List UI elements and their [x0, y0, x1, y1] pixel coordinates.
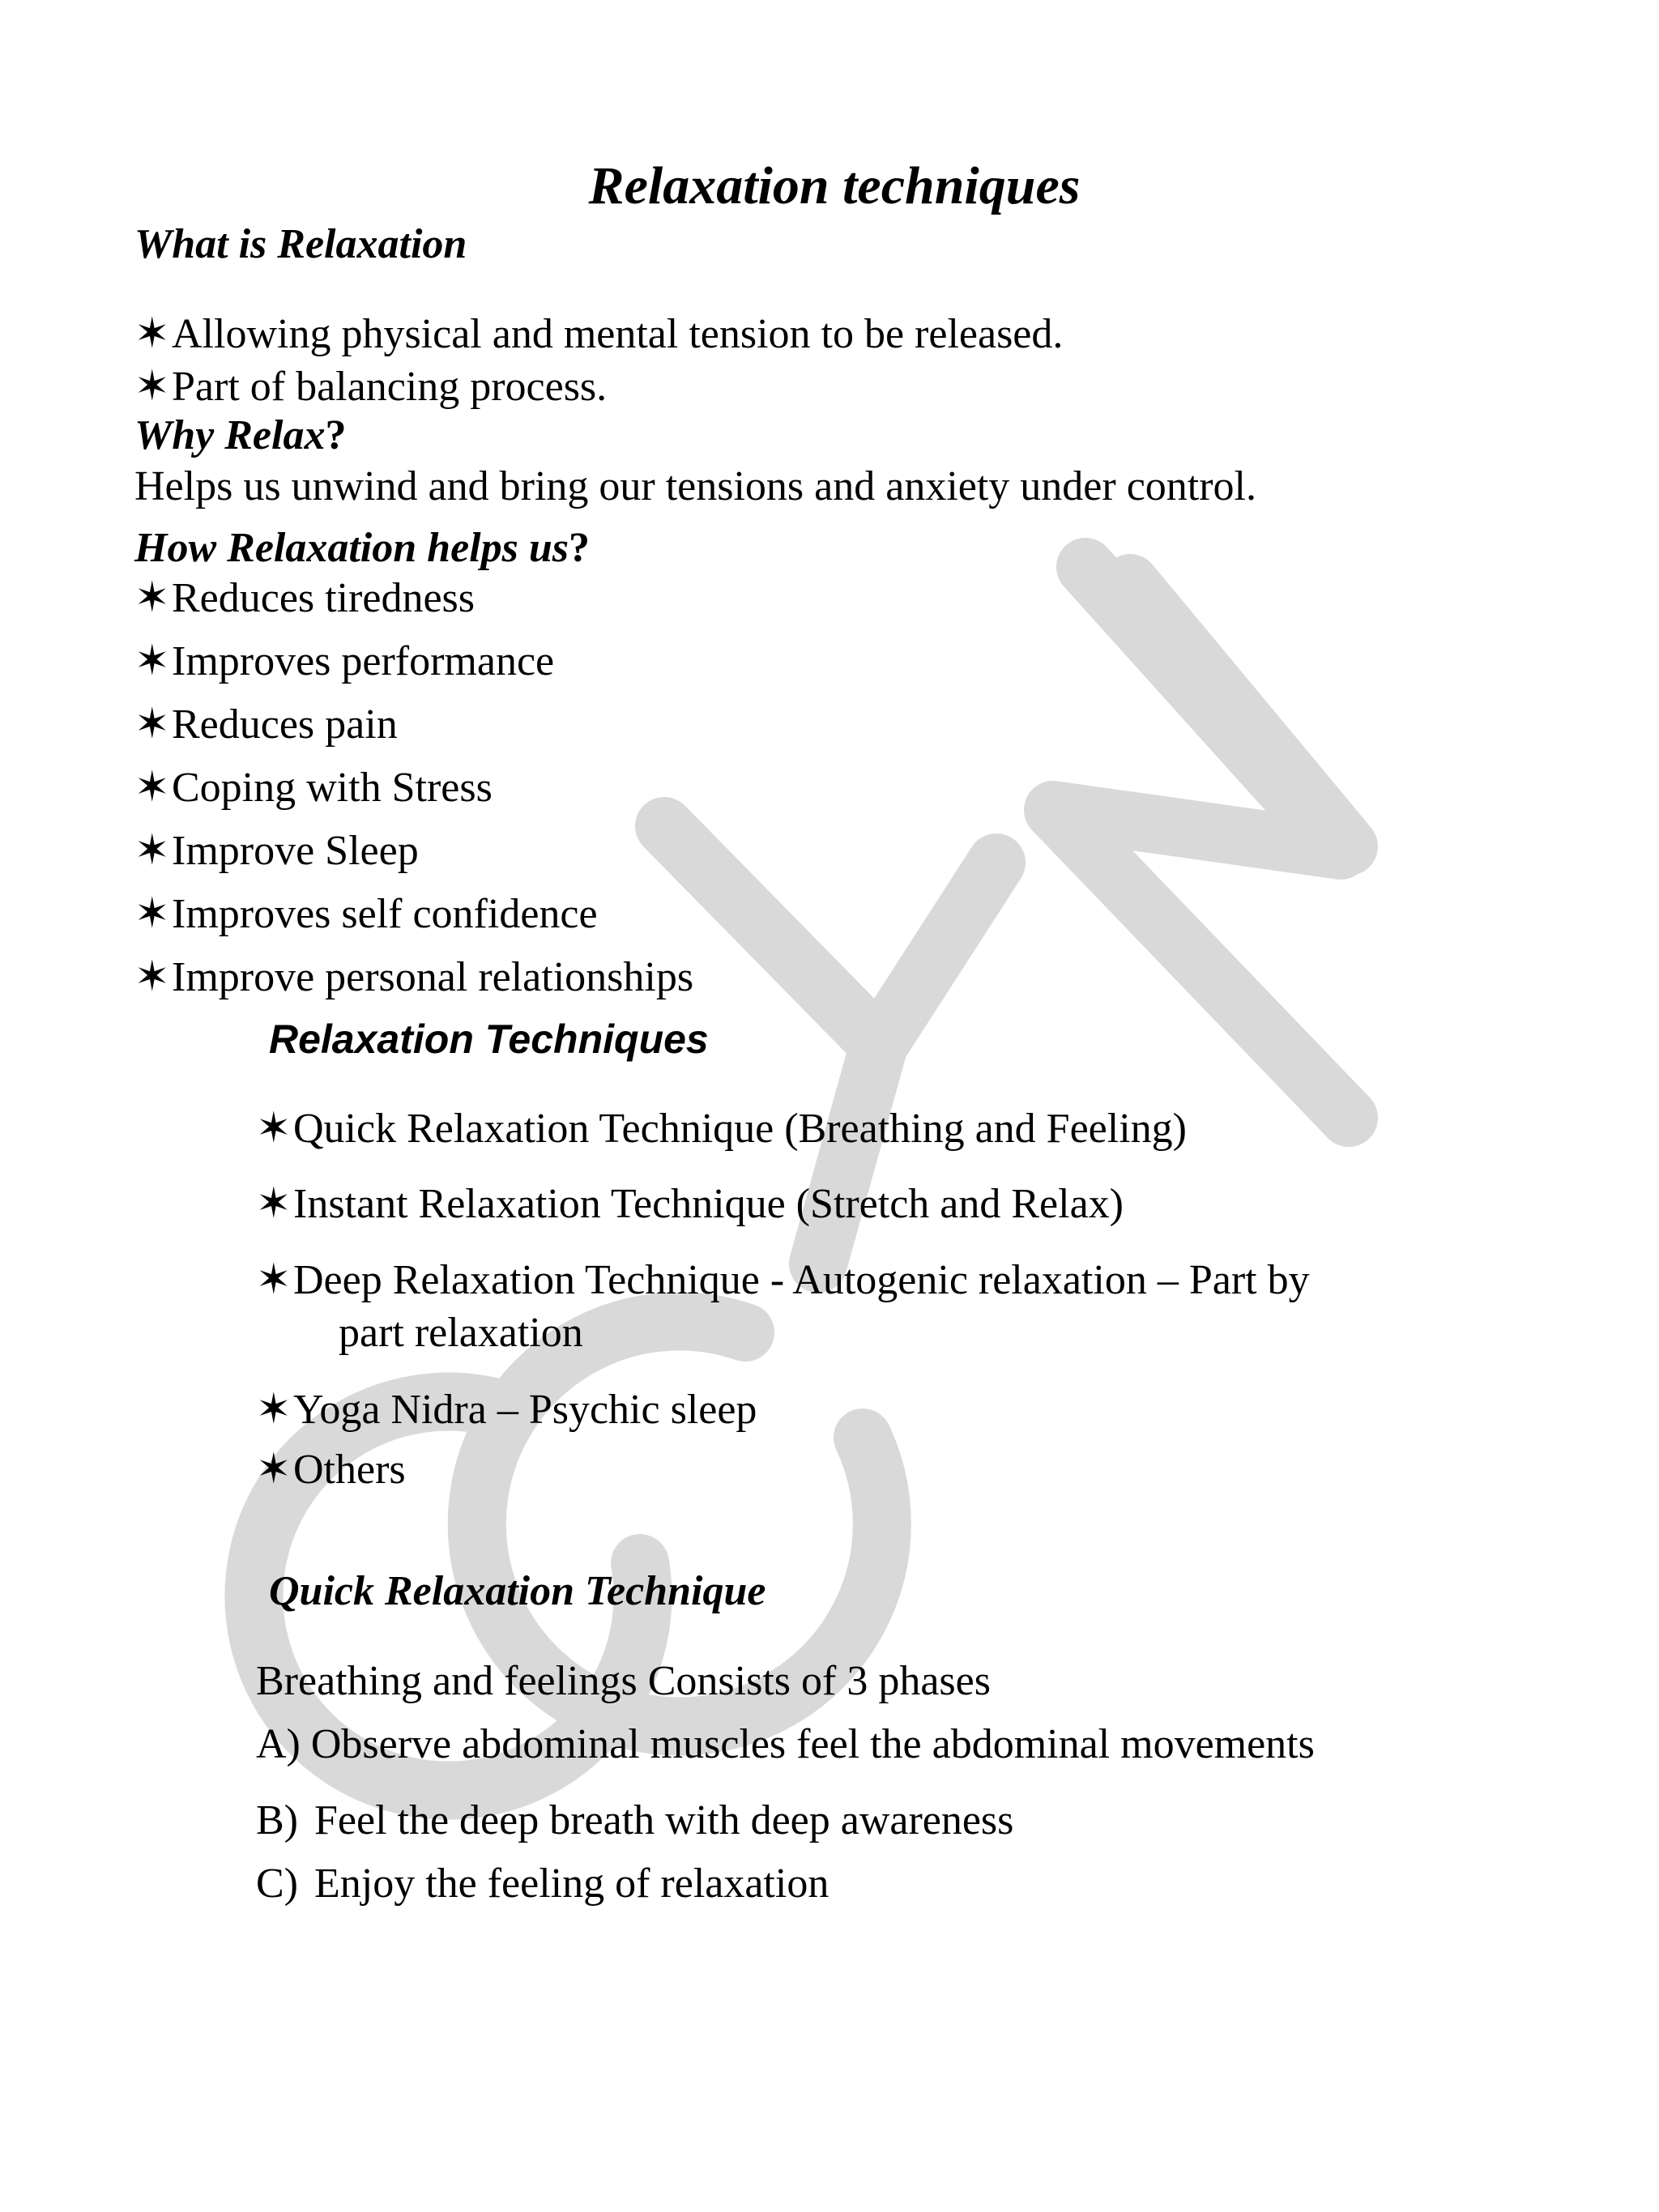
- how-relaxation-helps-heading: How Relaxation helps us?: [134, 525, 590, 571]
- why-relax-heading: Why Relax?: [134, 412, 347, 458]
- star-bullet-icon: ✶: [256, 1257, 292, 1303]
- star-bullet-icon: ✶: [134, 575, 170, 621]
- list-item: ✶Allowing physical and mental tension to be released.: [134, 309, 1063, 360]
- list-item: ✶Quick Relaxation Technique (Breathing and Feeling): [256, 1104, 1187, 1154]
- relaxation-techniques-heading: Relaxation Techniques: [269, 1016, 709, 1062]
- document-title: Relaxation techniques: [588, 156, 1081, 215]
- star-bullet-icon: ✶: [134, 828, 170, 874]
- list-item: ✶Reduces pain: [134, 700, 398, 750]
- list-item: ✶Deep Relaxation Technique - Autogenic relaxation – Part by: [256, 1255, 1310, 1306]
- list-item: ✶Yoga Nidra – Psychic sleep: [256, 1385, 757, 1435]
- star-bullet-icon: ✶: [256, 1181, 292, 1227]
- star-bullet-icon: ✶: [134, 954, 170, 1000]
- list-item: ✶Coping with Stress: [134, 763, 493, 813]
- list-item: ✶Improves self confidence: [134, 889, 598, 940]
- list-item: ✶Others: [256, 1445, 406, 1495]
- star-bullet-icon: ✶: [134, 765, 170, 811]
- list-item: ✶Reduces tiredness: [134, 573, 475, 624]
- star-bullet-icon: ✶: [134, 311, 170, 357]
- list-item-continuation: part relaxation: [339, 1310, 583, 1356]
- phase-item: B) Feel the deep breath with deep awareness: [256, 1797, 1014, 1843]
- quick-relaxation-heading: Quick Relaxation Technique: [269, 1568, 766, 1614]
- star-bullet-icon: ✶: [134, 701, 170, 748]
- quick-relaxation-intro: Breathing and feelings Consists of 3 phases: [256, 1658, 991, 1704]
- phase-item: C) Enjoy the feeling of relaxation: [256, 1860, 830, 1907]
- star-bullet-icon: ✶: [256, 1106, 292, 1152]
- list-item: ✶Part of balancing process.: [134, 362, 607, 412]
- star-bullet-icon: ✶: [256, 1387, 292, 1433]
- star-bullet-icon: ✶: [134, 638, 170, 684]
- star-bullet-icon: ✶: [256, 1447, 292, 1493]
- list-item: ✶Improve Sleep: [134, 826, 419, 876]
- list-item: ✶Instant Relaxation Technique (Stretch and Relax): [256, 1179, 1124, 1230]
- phase-item: A) Observe abdominal muscles feel the abdominal movements: [256, 1721, 1315, 1767]
- star-bullet-icon: ✶: [134, 891, 170, 937]
- why-relax-body: Helps us unwind and bring our tensions and anxiety under control.: [134, 463, 1256, 509]
- list-item: ✶Improve personal relationships: [134, 953, 693, 1003]
- list-item: ✶Improves performance: [134, 637, 554, 687]
- what-is-relaxation-heading: What is Relaxation: [134, 221, 467, 267]
- star-bullet-icon: ✶: [134, 364, 170, 410]
